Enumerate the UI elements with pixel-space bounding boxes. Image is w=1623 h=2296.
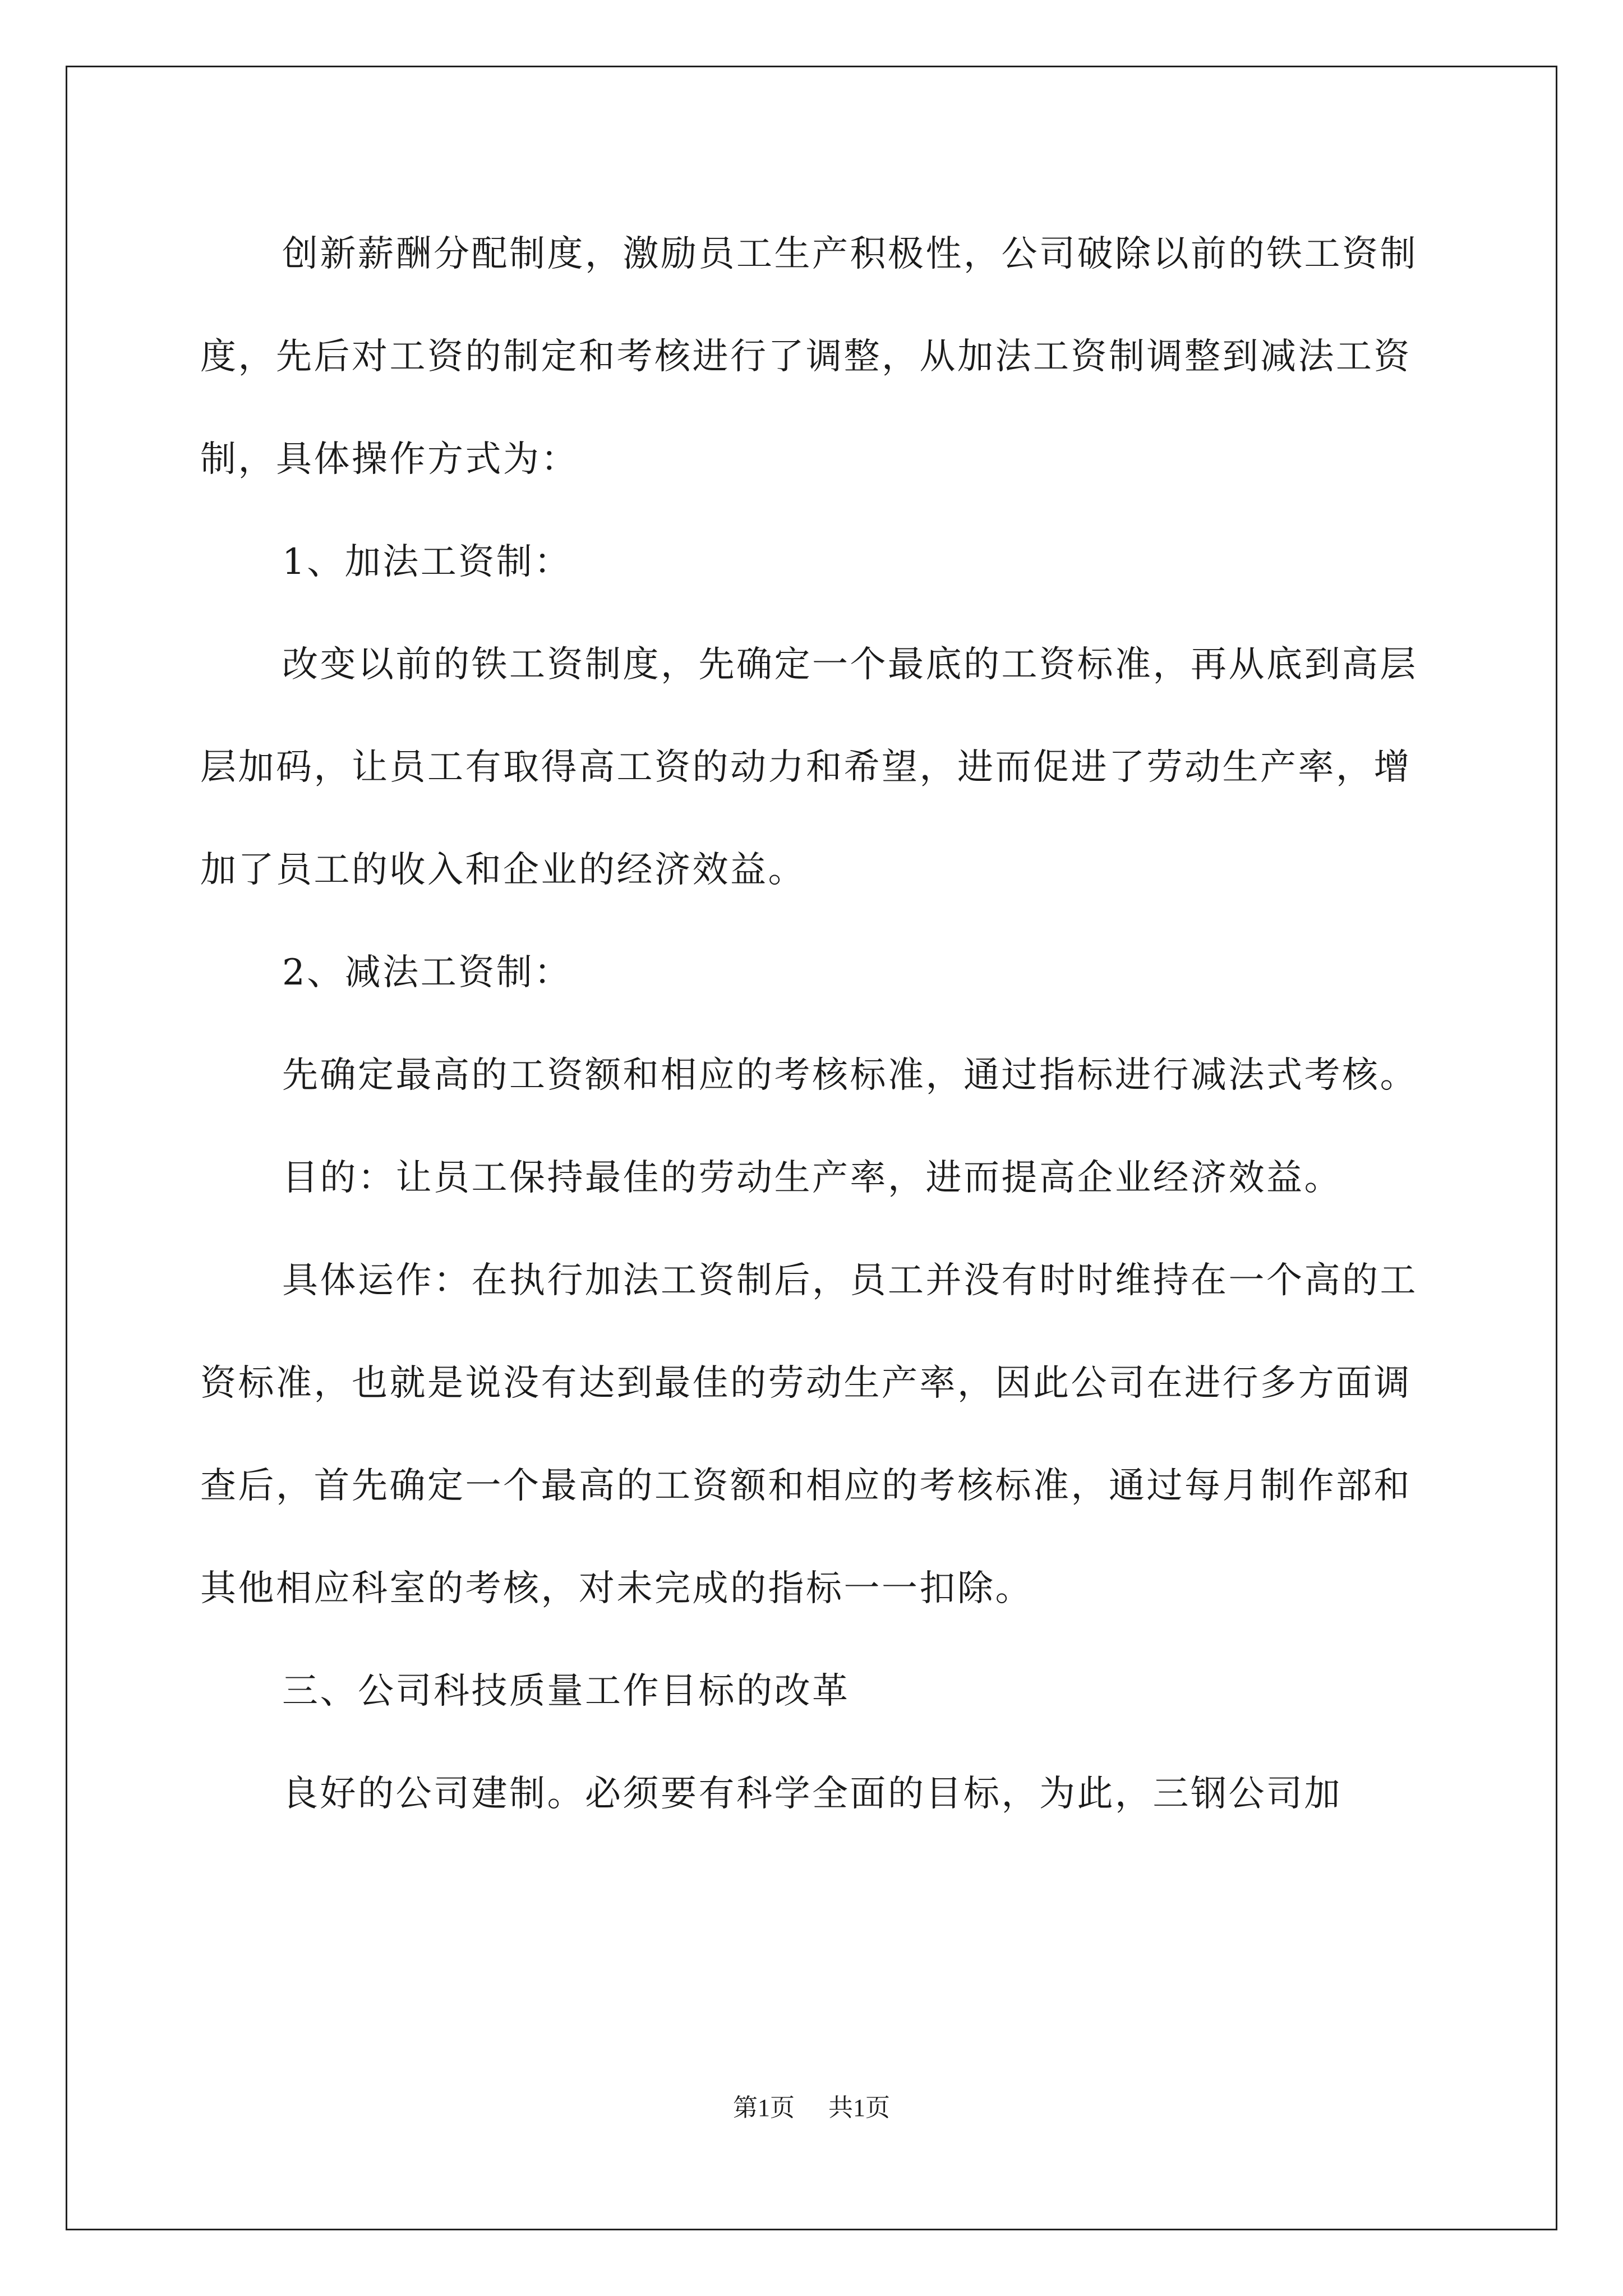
paragraph-operation: 具体运作：在执行加法工资制后，员工并没有时时维持在一个高的工资标准，也就是说没有达到最佳的劳动生产率，因此公司在进行多方面调查后，首先确定一个最高的工资额和相应的考核标准，通过每月制作部和其他相应科室的考核，对未完成的指标一一扣除。 [200,1260,1418,1609]
page-number: 第1页 [733,2094,795,2122]
total-pages: 共1页 [828,2094,890,2122]
heading-additive-wage: 1、加法工资制： [282,541,572,583]
paragraph-company-system: 良好的公司建制。必须要有科学全面的目标，为此，三钢公司加 [282,1773,1342,1815]
page-footer [0,2091,1623,2125]
paragraph-additive-wage: 改变以前的铁工资制度，先确定一个最底的工资标准，再从底到高层层加码，让员工有取得高工资的动力和希望，进而促进了劳动生产率，增加了员工的收入和企业的经济效益。 [200,644,1418,891]
heading-subtractive-wage: 2、减法工资制： [282,952,572,993]
paragraph-purpose: 目的：让员工保持最佳的劳动生产率，进而提高企业经济效益。 [282,1157,1342,1199]
paragraph-salary-reform: 创新薪酬分配制度，激励员工生产积极性，公司破除以前的铁工资制度，先后对工资的制定和考核进行了调整，从加法工资制调整到减法工资制，具体操作方式为： [200,233,1418,480]
heading-section-three: 三、公司科技质量工作目标的改革 [282,1671,850,1712]
document-body [200,203,1434,1846]
paragraph-subtractive-wage: 先确定最高的工资额和相应的考核标准，通过指标进行减法式考核。 [282,1055,1418,1096]
